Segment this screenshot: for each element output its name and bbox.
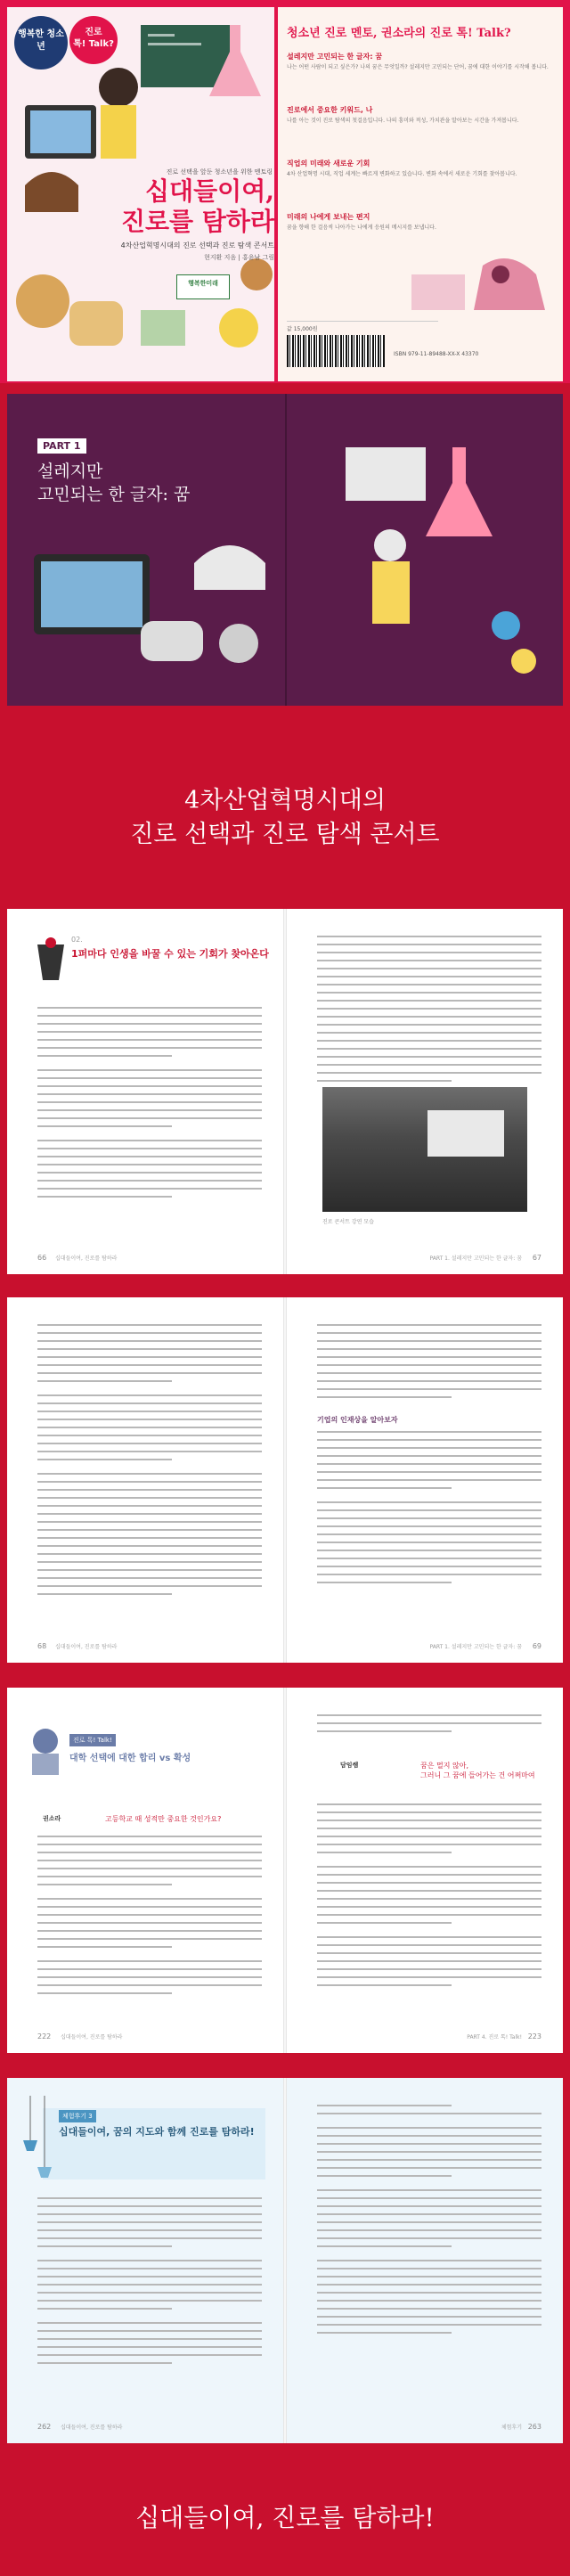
page-number: 66	[37, 1254, 47, 1262]
back-section-1	[287, 52, 554, 71]
flask-illustration	[426, 447, 493, 536]
talk-badge-line1: 진로	[85, 28, 102, 37]
cover-title-line2: 진로를 탐하라	[120, 207, 274, 236]
back-section-heading: 직업의 미래와 새로운 기회	[287, 159, 370, 168]
spread-222-223	[7, 1688, 563, 2053]
section-subhead: 기업의 인재상을 알아보자	[317, 1416, 398, 1424]
cover-authors: 현지환 지음 | 홍윤남 그림	[204, 254, 274, 261]
body-text	[317, 1803, 542, 1992]
body-text	[37, 1324, 262, 1601]
back-section-heading: 미래의 나에게 보내는 편지	[287, 213, 370, 221]
page-left	[7, 1688, 283, 2053]
section-tag: 진로 톡! Talk!	[69, 1734, 116, 1746]
page-number: 263	[527, 2423, 542, 2431]
promo-headline	[0, 784, 570, 852]
page-left	[7, 909, 283, 1274]
spread-66-67	[7, 909, 563, 1274]
promo-footer	[0, 2498, 570, 2534]
body-text	[37, 1007, 262, 1204]
speaker-name: 권소라	[43, 1815, 61, 1822]
running-header: 십대들이여, 진로를 탐하라	[61, 2034, 123, 2040]
talk-badge-line2: 톡! Talk?	[73, 39, 114, 49]
part-title-line1: 설레지만	[37, 462, 103, 481]
footer-text: 십대들이여, 진로를 탐하라!	[135, 2503, 435, 2532]
chapter-number: 02.	[71, 936, 83, 944]
page-left	[7, 1297, 283, 1663]
back-section-heading: 진로에서 중요한 키워드, 나	[287, 106, 373, 114]
part-title-line2: 고민되는 한 글자: 꿈	[37, 485, 191, 504]
section-tag: 체험후기 3	[59, 2110, 96, 2122]
running-header: PART 4. 진로 톡! Talk!	[467, 2034, 522, 2040]
body-text	[317, 1324, 542, 1404]
body-text	[317, 936, 542, 1088]
chapter-illustration	[28, 936, 82, 989]
chalkboard-illustration	[346, 447, 426, 501]
spread-fold	[285, 394, 287, 706]
part-label: PART 1	[37, 438, 86, 454]
chapter-title: 1퍼마다 인생을 바꿀 수 있는 기회가 찾아온다	[71, 948, 269, 960]
question-text	[420, 1761, 535, 1780]
back-section-text: 4차 산업혁명 시대, 직업 세계는 빠르게 변화하고 있습니다. 변화 속에서 새로운 기회를 찾아봅니다.	[287, 171, 517, 177]
series-badge-text: 행복한 청소년	[18, 29, 64, 52]
isbn-label: ISBN 979-11-89488-XX-X 43370	[394, 351, 479, 357]
speaker-name: 담임쌤	[340, 1762, 359, 1769]
book-back-cover	[278, 7, 563, 381]
talk-badge	[69, 16, 118, 64]
bread-illustration	[141, 621, 203, 661]
section-illustration	[23, 1723, 68, 1777]
page-number: 68	[37, 1642, 47, 1650]
page-right	[287, 2078, 563, 2443]
bread-illustration	[16, 274, 69, 328]
back-section-2	[287, 105, 554, 125]
publisher-logo: 행복한미래	[176, 274, 230, 299]
running-header: 십대들이여, 진로를 탐하라	[55, 1644, 118, 1650]
running-header: 십대들이여, 진로를 탐하라	[55, 1255, 118, 1262]
hanging-lamps-illustration	[20, 2096, 55, 2194]
page-left	[7, 2078, 283, 2443]
back-section-4	[287, 212, 554, 232]
question-text: 고등학교 때 성적만 중요한 것인가요?	[105, 1815, 222, 1823]
girl-illustration	[374, 529, 406, 561]
section-title: 십대들이여, 꿈의 지도와 함께 진로를 탐하라!	[59, 2126, 255, 2138]
back-section-text: 나를 아는 것이 진로 탐색의 첫걸음입니다. 나의 흥미와 적성, 가치관을 알아보는 시간을 가져봅니다.	[287, 118, 519, 124]
running-header: 십대들이여, 진로를 탐하라	[61, 2425, 123, 2431]
body-text	[317, 1714, 542, 1738]
price-label: 값 15,000원	[287, 321, 438, 332]
body-text	[37, 2197, 262, 2370]
barcode	[287, 335, 385, 367]
teapot-illustration	[194, 545, 265, 590]
back-section-text: 나는 어떤 사람이 되고 싶은가? 나의 꿈은 무엇일까? 설레지만 고민되는 단어, 꿈에 대한 이야기를 시작해 봅니다.	[287, 64, 549, 70]
spread-68-69	[7, 1297, 563, 1663]
headline-line1: 4차산업혁명시대의	[184, 787, 386, 814]
running-header: PART 1. 설레지만 고민되는 한 글자: 꿈	[429, 1255, 522, 1262]
page-number: 222	[37, 2032, 52, 2040]
page-number: 67	[532, 1254, 542, 1262]
running-header: 체험후기	[501, 2425, 522, 2431]
running-header: PART 1. 설레지만 고민되는 한 글자: 꿈	[429, 1644, 522, 1650]
body-text	[37, 1836, 262, 2000]
body-text	[317, 1431, 542, 1590]
part-title	[37, 460, 190, 506]
page-right	[287, 1688, 563, 2053]
cover-title	[105, 176, 274, 237]
back-section-3	[287, 159, 554, 178]
cover-subtitle: 진로 선택을 앞둔 청소년을 위한 멘토링	[166, 168, 273, 176]
page-number: 223	[527, 2032, 542, 2040]
page-right	[287, 909, 563, 1274]
back-cover-title: 청소년 진로 멘토, 권소라의 진로 톡! Talk?	[287, 27, 511, 40]
part1-spread	[7, 394, 563, 706]
section-title: 대학 선택에 대한 합리 vs 확성	[69, 1754, 191, 1763]
body-text	[317, 2105, 542, 2340]
page-number: 69	[532, 1642, 542, 1650]
spread-262-263	[7, 2078, 563, 2443]
cover-title-line1: 십대들이여,	[145, 176, 274, 206]
question-line1: 꿈은 멀지 않아,	[420, 1762, 468, 1770]
page-right	[287, 1297, 563, 1663]
cover-tagline: 4차산업혁명시대의 진로 선택과 진로 탐색 콘서트	[120, 241, 274, 249]
back-section-text: 꿈을 향해 한 걸음씩 나아가는 나에게 응원의 메시지를 보냅니다.	[287, 225, 436, 231]
headline-line2: 진로 선택과 진로 탐색 콘서트	[130, 821, 440, 848]
photo-caption: 진로 콘서트 강연 모습	[322, 1219, 374, 1225]
back-section-heading: 설레지만 고민되는 한 글자: 꿈	[287, 53, 383, 61]
page-number: 262	[37, 2423, 52, 2431]
book-cover-section	[0, 0, 570, 383]
lecture-photo	[322, 1087, 527, 1212]
question-line2: 그러니 그 꿈에 들어가는 건 어쩌마여	[420, 1771, 535, 1779]
girl-illustration	[99, 68, 138, 107]
book-front-cover	[7, 7, 274, 381]
teapot-illustration	[25, 172, 78, 212]
series-badge	[14, 16, 68, 70]
projector-screen	[428, 1110, 504, 1157]
